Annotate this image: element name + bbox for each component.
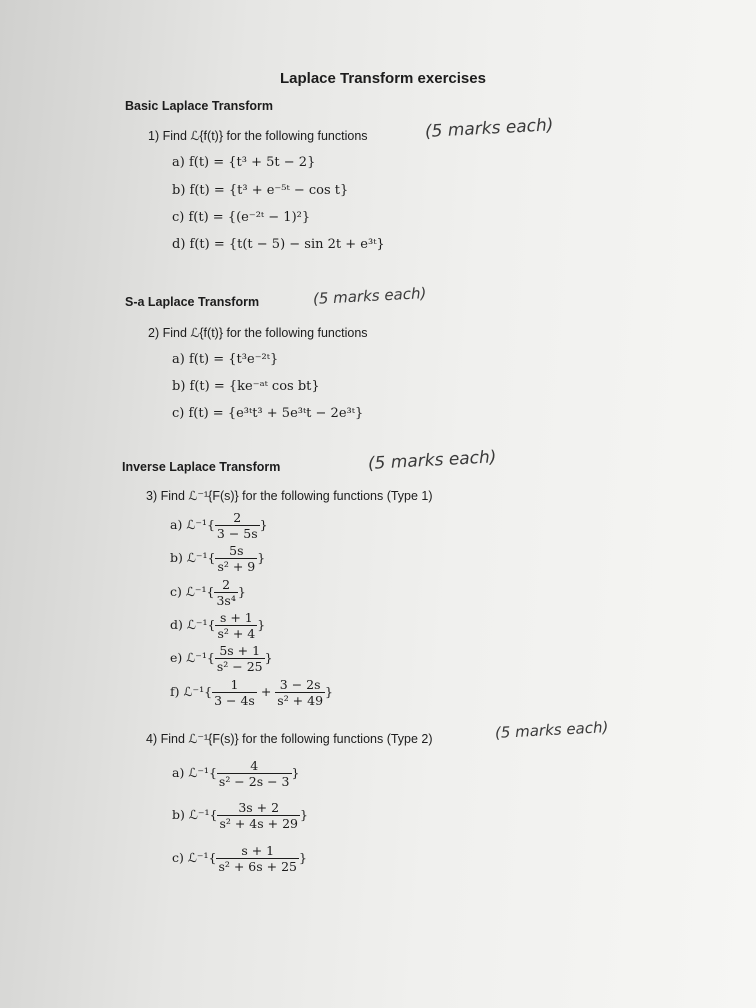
exercise-4a: a) ℒ⁻¹{ $\frac{4}{\text{s² − 2s − 3}}$ }	[172, 758, 300, 789]
question-2: 2) Find ℒ{f(t)} for the following functions	[148, 326, 368, 340]
exercise-1b: b) f(t) = {t³ + e⁻⁵ᵗ − cos t}	[172, 183, 349, 198]
exercise-1d: d) f(t) = {t(t − 5) − sin 2t + e³ᵗ}	[172, 237, 385, 252]
page-title: Laplace Transform exercises	[280, 70, 486, 87]
exercise-4b: b) ℒ⁻¹{ $\frac{3s + 2}{\text{s² + 4s + 29}}$ }	[172, 800, 308, 831]
exercise-3d: d) ℒ⁻¹{ $\frac{s + 1}{\text{s² + 4}}$ }	[170, 610, 266, 641]
exercise-2b: b) f(t) = {ke⁻ᵃᵗ cos bt}	[172, 379, 320, 394]
exercise-2c: c) f(t) = {e³ᵗt³ + 5e³ᵗt − 2e³ᵗ}	[172, 406, 364, 421]
question-1: 1) Find ℒ{f(t)} for the following functions	[148, 129, 368, 143]
exercise-3b: b) ℒ⁻¹{ $\frac{5s}{\text{s² + 9}}$ }	[170, 543, 266, 574]
question-3: 3) Find ℒ⁻¹{F(s)} for the following functions (Type 1)	[146, 489, 433, 503]
exercise-3e: e) ℒ⁻¹{ $\frac{5s + 1}{\text{s² − 25}}$ }	[170, 643, 273, 674]
exercise-3f: f) ℒ⁻¹{ $\frac{1}{3 - 4s}$ + $\frac{3 - 2s}{\text{s² + 49}}$ }	[170, 677, 333, 708]
question-4: 4) Find ℒ⁻¹{F(s)} for the following functions (Type 2)	[146, 732, 433, 746]
handwritten-marks-note-1: (5 marks each)	[424, 115, 554, 142]
exercise-1a: a) f(t) = {t³ + 5t − 2}	[172, 155, 316, 170]
section-heading-basic: Basic Laplace Transform	[125, 99, 273, 113]
section-heading-inverse: Inverse Laplace Transform	[122, 460, 281, 474]
handwritten-marks-note-3: (5 marks each)	[367, 447, 497, 474]
exercise-2a: a) f(t) = {t³e⁻²ᵗ}	[172, 352, 279, 367]
exercise-3c: c) ℒ⁻¹{ $\frac{2}{\text{3s⁴}}$ }	[170, 577, 246, 608]
exercise-4c: c) ℒ⁻¹{ $\frac{s + 1}{\text{s² + 6s + 25}}$ }	[172, 843, 307, 874]
section-heading-shift: S-a Laplace Transform	[125, 295, 260, 309]
exercise-3a: a) ℒ⁻¹{ $\frac{2}{3 - 5s}$ }	[170, 510, 268, 541]
handwritten-marks-note-4: (5 marks each)	[494, 718, 609, 742]
handwritten-marks-note-2: (5 marks each)	[312, 284, 427, 308]
exercise-1c: c) f(t) = {(e⁻²ᵗ − 1)²}	[172, 210, 311, 225]
